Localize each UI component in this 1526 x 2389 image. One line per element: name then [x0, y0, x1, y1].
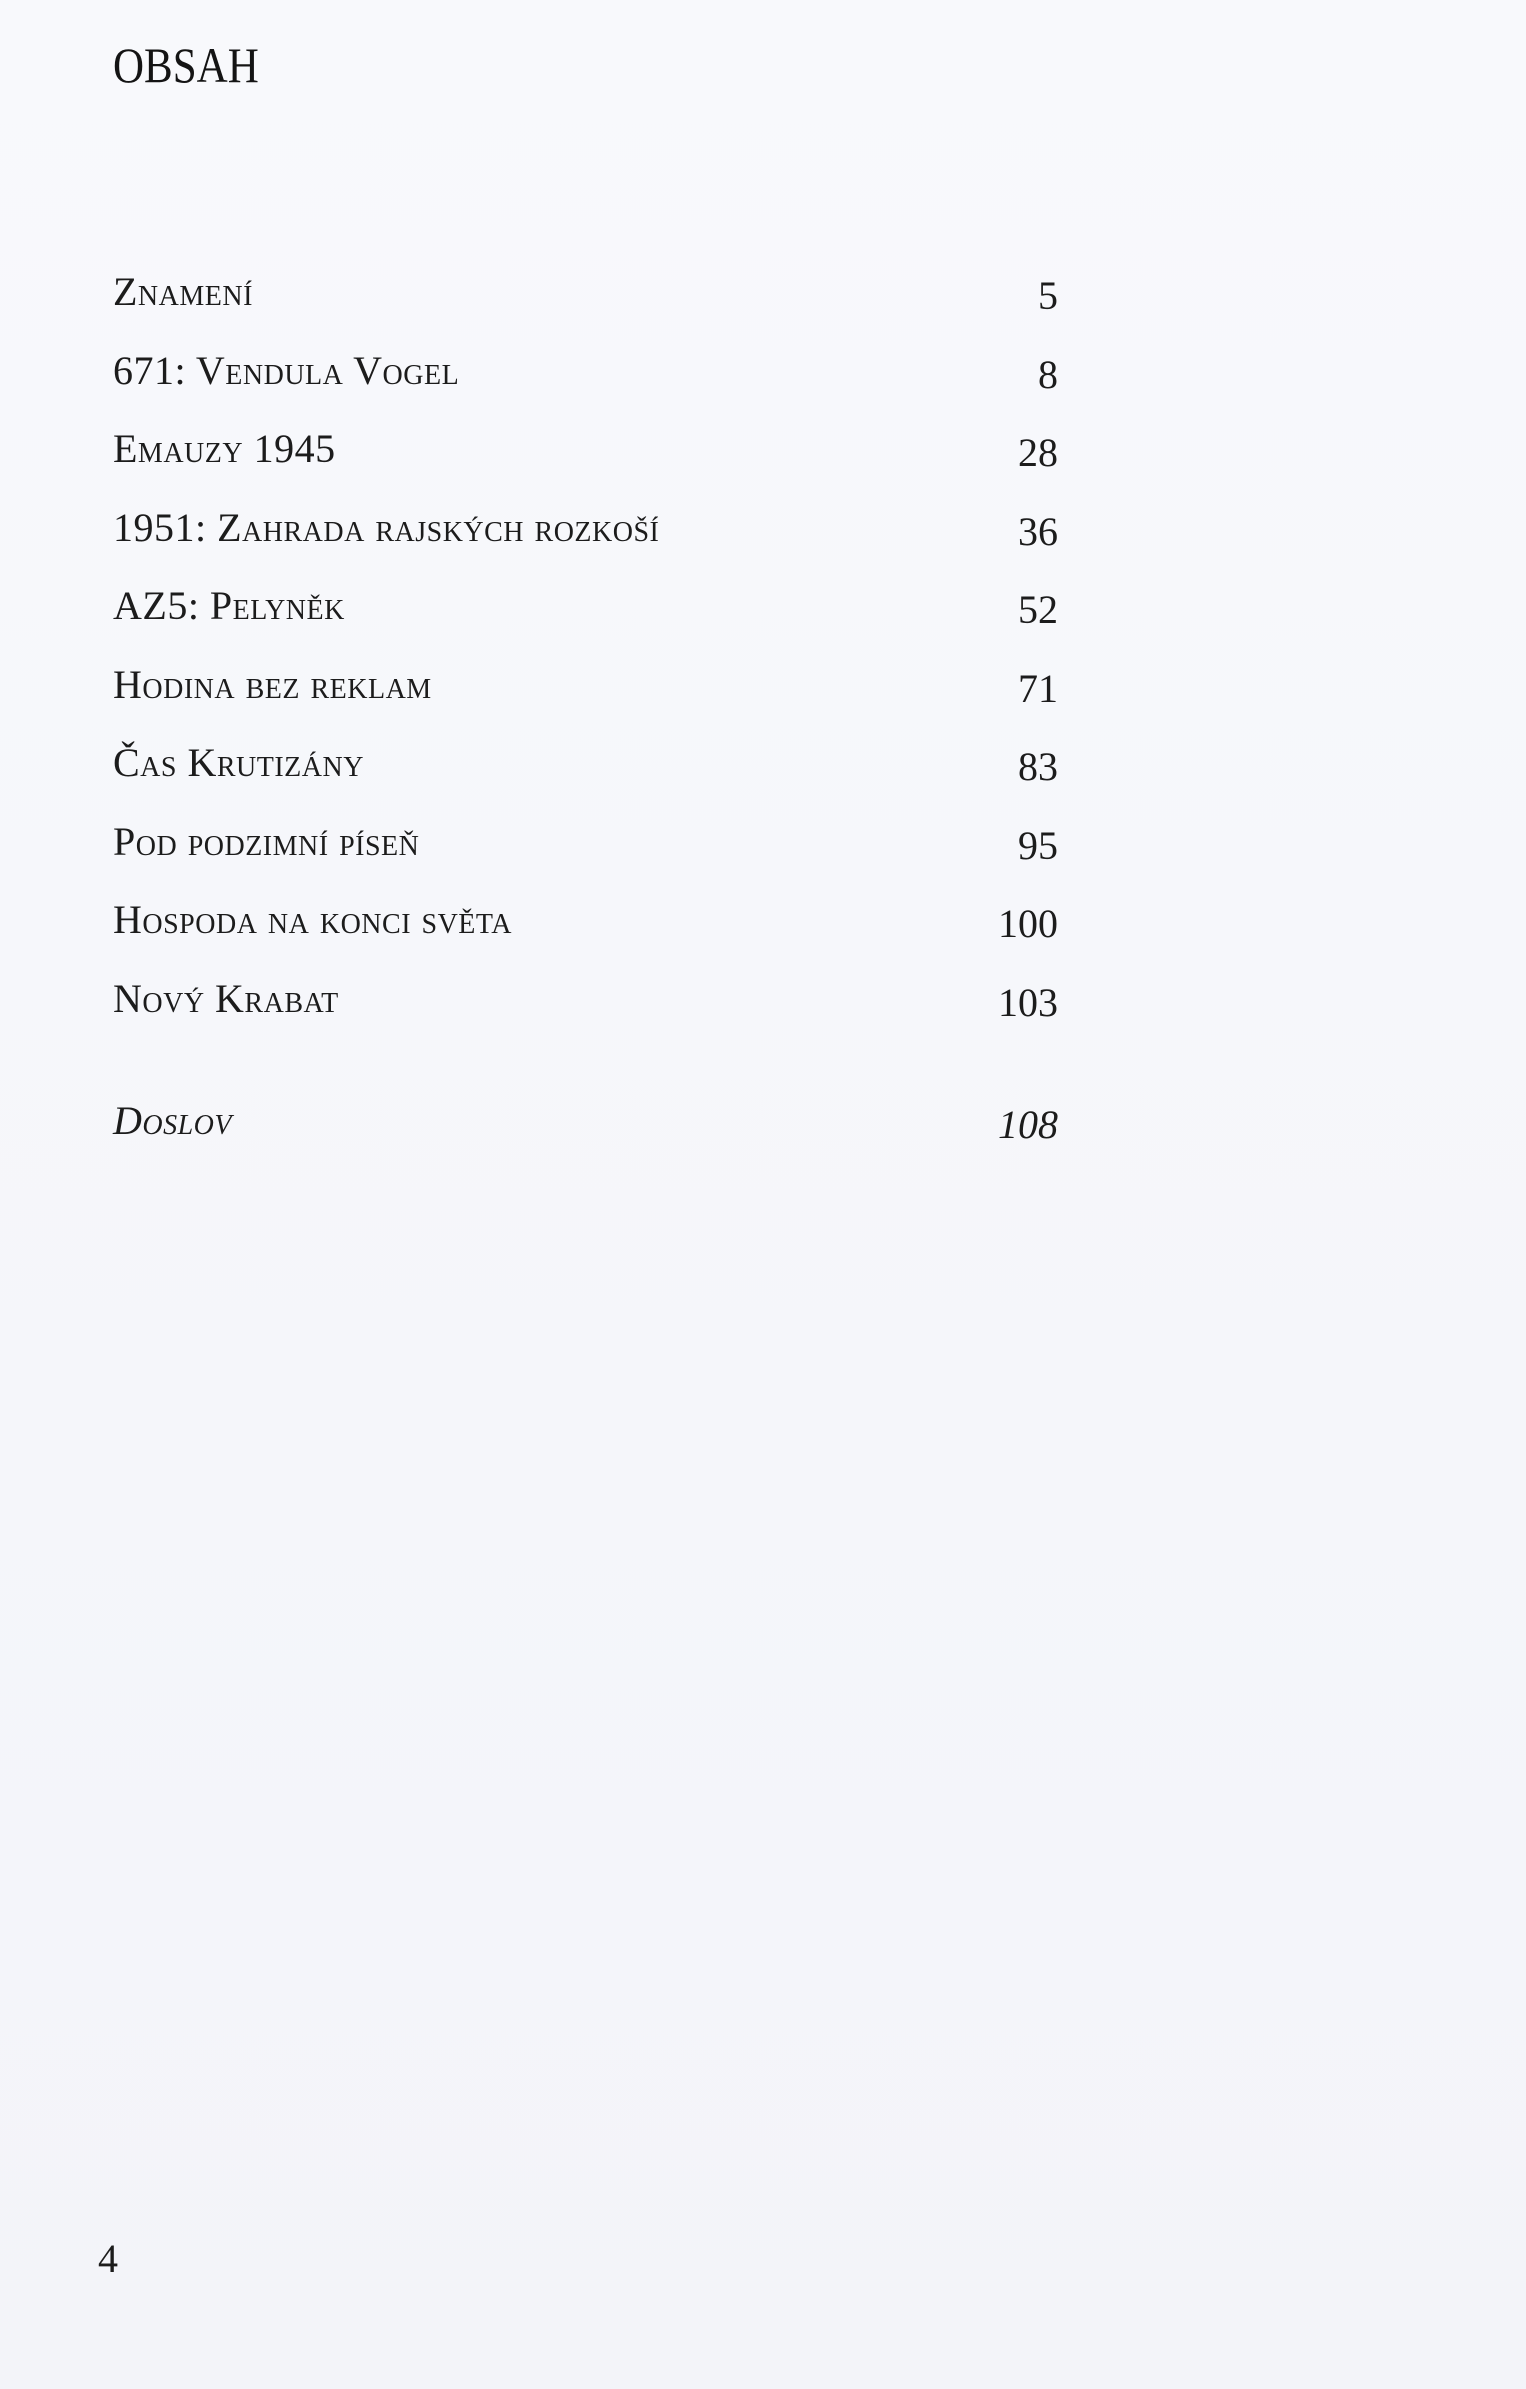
toc-entry-title: 1951: Zahrada rajských rozkoší	[113, 504, 660, 550]
toc-entry-title: AZ5: Pelyněk	[113, 583, 345, 628]
toc-entry-page: 36	[1018, 508, 1058, 554]
table-of-contents	[113, 258, 1058, 1166]
toc-entry-title: 671: Vendula Vogel	[113, 347, 460, 393]
toc-afterword-title: Doslov	[113, 1098, 233, 1143]
toc-entry	[113, 258, 1058, 337]
toc-entry	[113, 886, 1058, 965]
toc-entry-page: 28	[1018, 430, 1058, 475]
toc-entry	[113, 729, 1058, 808]
toc-entry-page: 95	[1018, 822, 1058, 868]
toc-entry-title: Pod podzimní píseň	[113, 818, 420, 864]
toc-entry-page: 83	[1018, 744, 1058, 789]
toc-entry	[113, 337, 1058, 416]
toc-entry-page: 100	[998, 901, 1058, 946]
toc-entry-title: Nový Krabat	[113, 975, 339, 1021]
toc-entry-page: 8	[1038, 351, 1058, 397]
toc-entry	[113, 965, 1058, 1044]
toc-entry-page: 5	[1038, 273, 1058, 318]
toc-entry-title: Znamení	[113, 269, 253, 314]
page-number: 4	[98, 2236, 118, 2281]
toc-entry-page: 52	[1018, 587, 1058, 632]
toc-afterword	[113, 1087, 1058, 1166]
toc-entry-title: Hodina bez reklam	[113, 661, 432, 707]
toc-entry-page: 71	[1018, 665, 1058, 711]
toc-entry	[113, 494, 1058, 573]
toc-entry-title: Čas Krutizány	[113, 740, 364, 785]
toc-entry-page: 103	[998, 979, 1058, 1025]
toc-heading: OBSAH	[113, 37, 259, 93]
toc-entry-title: Hospoda na konci světa	[113, 897, 512, 942]
toc-entry	[113, 651, 1058, 730]
toc-entry-title: Emauzy 1945	[113, 426, 336, 471]
toc-entry	[113, 572, 1058, 651]
toc-afterword-page: 108	[998, 1102, 1058, 1147]
toc-entry	[113, 415, 1058, 494]
toc-entry	[113, 808, 1058, 887]
